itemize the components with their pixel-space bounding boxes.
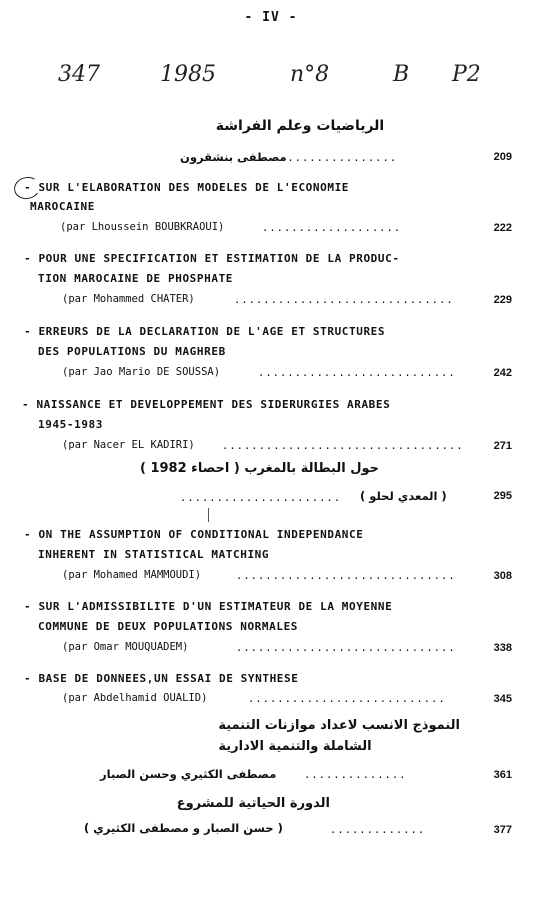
handwritten-issue: n°8 <box>290 62 330 87</box>
entry-title: - ON THE ASSUMPTION OF CONDITIONAL INDEPENDANCE <box>24 528 364 541</box>
page-number: 295 <box>493 490 512 502</box>
entry-author: (par Lhoussein BOUBKRAOUI) <box>60 221 225 233</box>
leader-dots: ................... <box>262 222 402 234</box>
stray-mark <box>208 508 209 522</box>
leader-dots: ........................... <box>258 367 456 379</box>
entry-author: (par Abdelhamid OUALID) <box>62 692 208 704</box>
entry-title: - NAISSANCE ET DEVELOPPEMENT DES SIDERURGIES ARABES <box>22 398 391 411</box>
entry-title-continued: TION MAROCAINE DE PHOSPHATE <box>38 272 234 285</box>
handwritten-year: 1985 <box>160 62 216 87</box>
leader-dots: ............. <box>330 824 426 836</box>
entry-title: - POUR UNE SPECIFICATION ET ESTIMATION DE LA PRODUC- <box>24 252 400 265</box>
leader-dots: ................................. <box>222 440 464 452</box>
entry-title: - ERREURS DE LA DECLARATION DE L'AGE ET STRUCTURES <box>24 325 386 338</box>
entry-author: مصطفى بنشقرون <box>180 150 287 164</box>
entry-title: - BASE DE DONNEES,UN ESSAI DE SYNTHESE <box>24 672 299 685</box>
leader-dots: .............................. <box>234 294 454 306</box>
entry-title-continued: 1945-1983 <box>38 418 104 431</box>
entry-author: (par Mohamed MAMMOUDI) <box>62 569 202 581</box>
leader-dots: .............. <box>304 769 407 781</box>
page-number: 209 <box>493 151 512 163</box>
entry-title: النموذج الانسب لاعداد موازنات التنمية <box>218 718 460 733</box>
entry-title-continued: INHERENT IN STATISTICAL MATCHING <box>38 548 270 561</box>
page-number: 222 <box>493 222 512 234</box>
entry-title-continued: الشاملة والتنمية الادارية <box>218 739 372 754</box>
page-number: 229 <box>493 294 512 306</box>
entry-title: حول البطالة بالمغرب ( احصاء 1982 ) <box>140 461 379 476</box>
page-number: 345 <box>493 693 512 705</box>
entry-title-continued: MAROCAINE <box>30 200 96 213</box>
arabic-section-header: الرياضيات وعلم الفراشة <box>215 118 385 134</box>
entry-author: ( المعدي لحلو ) <box>360 489 447 503</box>
entry-title: - SUR L'ELABORATION DES MODELES DE L'ECONOMIE <box>24 181 350 194</box>
page-number: 308 <box>493 570 512 582</box>
entry-title: الدورة الحياتية للمشروع <box>176 796 330 811</box>
entry-author: ( حسن الصبار و مصطفى الكثيري ) <box>84 821 283 835</box>
page-number: 338 <box>493 642 512 654</box>
page-number: 377 <box>493 824 512 836</box>
page-number: 242 <box>493 367 512 379</box>
page-folio: - IV - <box>244 10 298 25</box>
page-number: 271 <box>493 440 512 452</box>
leader-dots: ................ <box>280 152 398 164</box>
entry-author: (par Nacer EL KADIRI) <box>62 439 195 451</box>
entry-title-continued: COMMUNE DE DEUX POPULATIONS NORMALES <box>38 620 299 633</box>
entry-title-continued: DES POPULATIONS DU MAGHREB <box>38 345 226 358</box>
handwritten-letter: B <box>393 62 410 87</box>
leader-dots: ........................... <box>248 693 446 705</box>
leader-dots: .............................. <box>236 570 456 582</box>
leader-dots: ...................... <box>180 492 342 504</box>
entry-author: (par Omar MOUQUADEM) <box>62 641 189 653</box>
entry-author: (par Mohammed CHATER) <box>62 293 195 305</box>
leader-dots: .............................. <box>236 642 456 654</box>
entry-author: مصطفى الكثيري وحسن الصبار <box>100 767 277 781</box>
handwritten-page-ref: P2 <box>452 62 481 87</box>
handwritten-number: 347 <box>58 62 100 87</box>
entry-author: (par Jao Mario DE SOUSSA) <box>62 366 221 378</box>
page-number: 361 <box>493 769 512 781</box>
entry-title: - SUR L'ADMISSIBILITE D'UN ESTIMATEUR DE LA MOYENNE <box>24 600 393 613</box>
